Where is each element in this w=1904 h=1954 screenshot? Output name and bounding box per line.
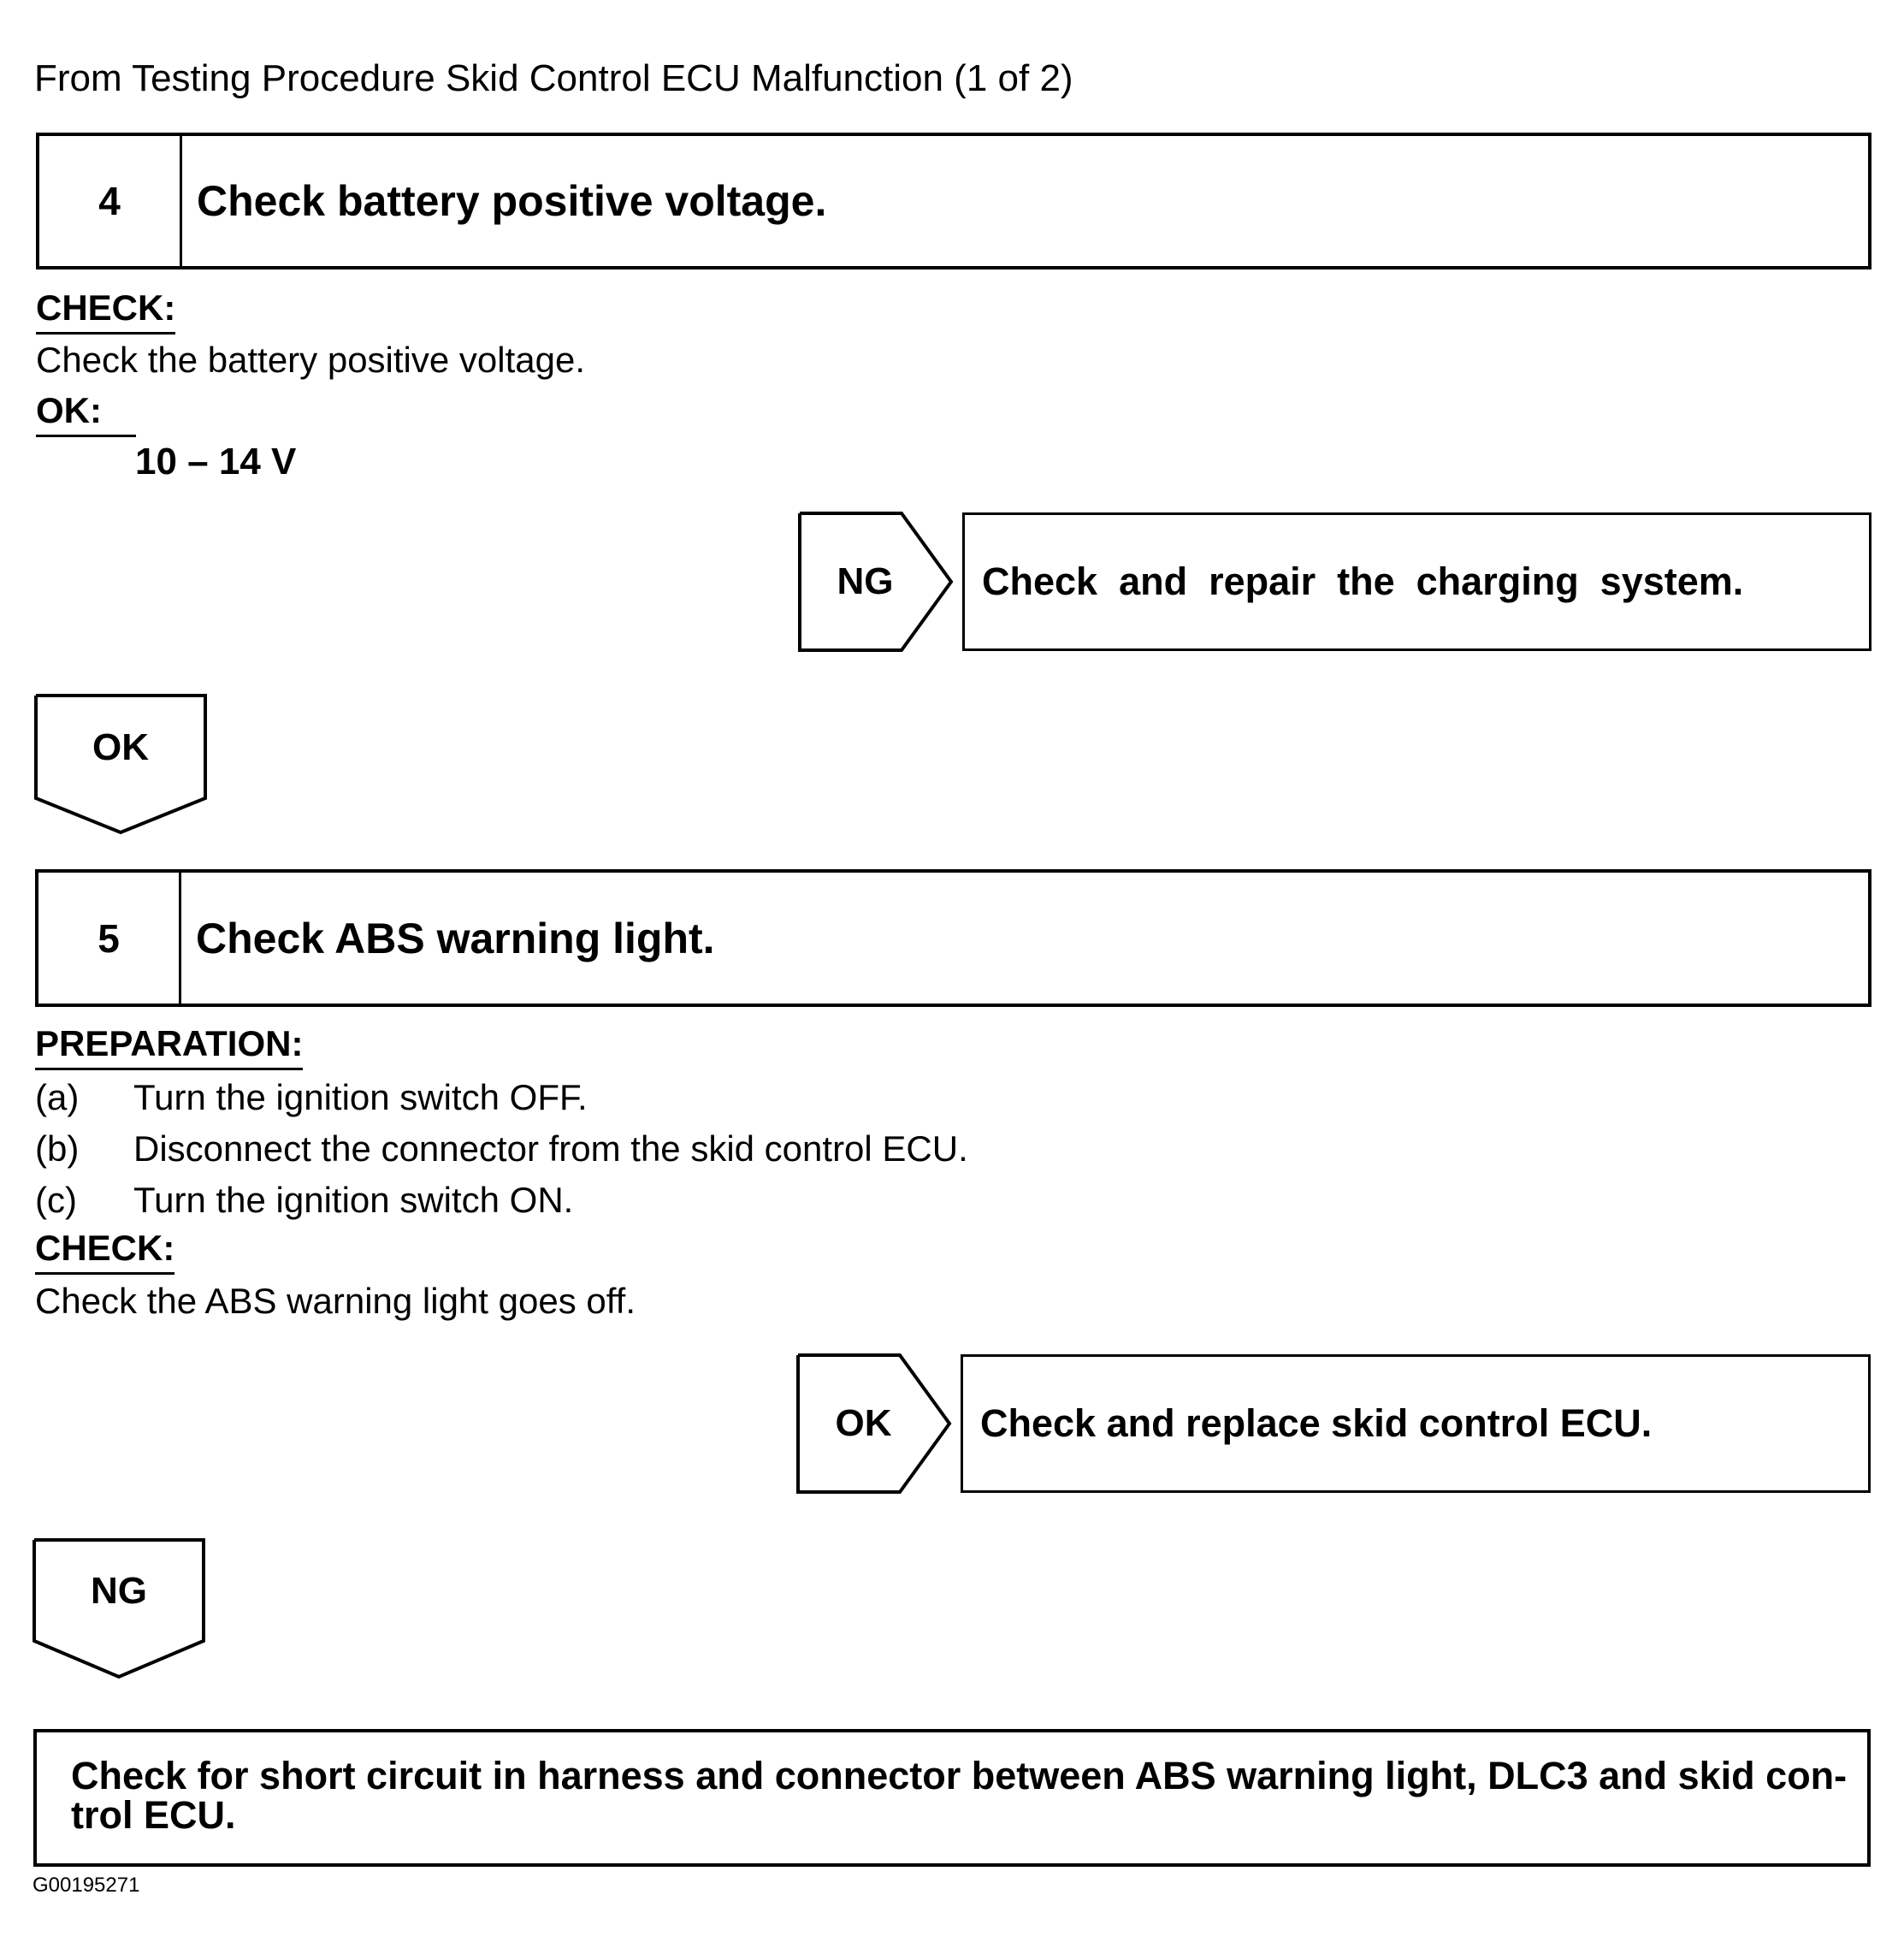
step-4-ok-value: 10 – 14 V	[135, 441, 297, 483]
step-5-title: Check ABS warning light.	[196, 914, 715, 962]
final-step-line-2: trol ECU.	[71, 1793, 236, 1837]
final-step-line-1: Check for short circuit in harness and connector between ABS warning light, DLC3 and skid con-	[71, 1754, 1848, 1797]
step-4-check-label: CHECK:	[36, 287, 175, 335]
item-text: Disconnect the connector from the skid control ECU.	[133, 1128, 968, 1169]
preparation-item	[35, 1128, 968, 1169]
final-step-box	[33, 1729, 1871, 1867]
step-4-ng-label: NG	[837, 560, 894, 602]
step-4-ok-label: OK:	[36, 390, 136, 437]
preparation-item	[35, 1077, 588, 1118]
step-5-number: 5	[38, 873, 181, 1004]
step-4-title: Check battery positive voltage.	[197, 177, 827, 225]
page-header: From Testing Procedure Skid Control ECU Malfunction (1 of 2)	[34, 57, 1073, 99]
figure-id: G00195271	[33, 1874, 140, 1897]
step-4-ng-result: Check and repair the charging system.	[962, 512, 1871, 651]
item-text: Turn the ignition switch OFF.	[133, 1077, 588, 1117]
item-text: Turn the ignition switch ON.	[133, 1180, 574, 1220]
item-marker: (a)	[35, 1077, 80, 1117]
item-marker: (b)	[35, 1128, 80, 1169]
step-5-preparation-label: PREPARATION:	[35, 1023, 303, 1070]
step-4-box	[36, 133, 1871, 269]
step-4-ok-label-arrow: OK	[92, 726, 149, 768]
step-5-check-label: CHECK:	[35, 1228, 174, 1275]
step-4-number: 4	[39, 136, 182, 266]
step-5-ok-result: Check and replace skid control ECU.	[961, 1354, 1871, 1493]
step-4-check-text: Check the battery positive voltage.	[36, 340, 586, 380]
step-5-ng-label-arrow: NG	[91, 1570, 147, 1612]
item-marker: (c)	[35, 1180, 77, 1220]
preparation-item	[35, 1180, 573, 1221]
step-5-check-text: Check the ABS warning light goes off.	[35, 1281, 636, 1321]
step-5-box	[35, 869, 1871, 1007]
step-5-ok-label: OK	[835, 1402, 892, 1444]
